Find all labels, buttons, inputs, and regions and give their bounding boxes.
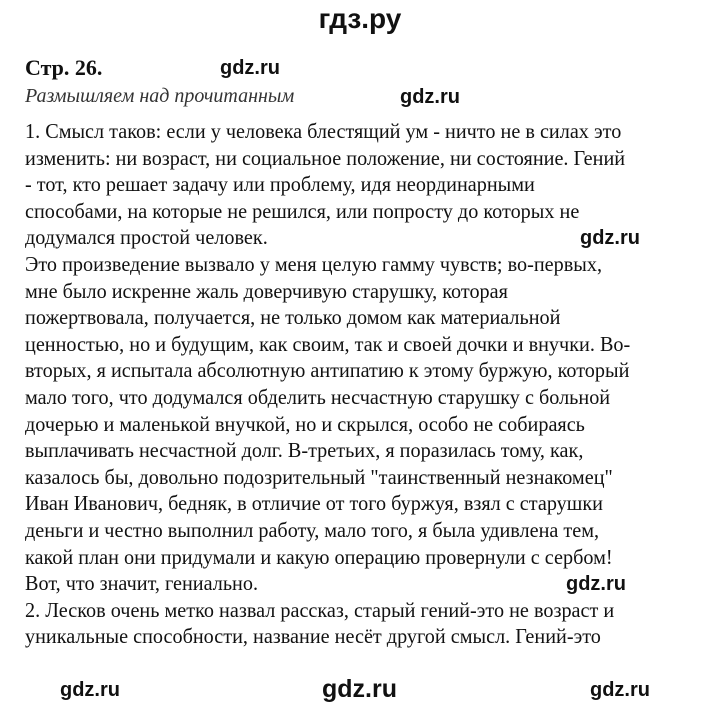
watermark: gdz.ru bbox=[220, 57, 280, 79]
text-line: пожертвовала, получается, не только домом как материальной bbox=[25, 305, 561, 330]
text-line: вторых, я испытала абсолютную антипатию к этому буржую, который bbox=[25, 358, 630, 383]
watermark: gdz.ru bbox=[590, 679, 650, 701]
text-line: какой план они придумали и какую операцию провернули с сербом! bbox=[25, 544, 613, 569]
watermark: gdz.ru bbox=[400, 86, 460, 108]
text-line: Это произведение вызвало у меня целую гамму чувств; во-первых, bbox=[25, 251, 603, 276]
page-label: Стр. 26. bbox=[25, 55, 103, 80]
text-line: мало того, что додумался обделить несчастную старушку с больной bbox=[25, 384, 611, 409]
text-line: дочерью и маленькой внучкой, но и скрылся, особо не собираясь bbox=[25, 411, 585, 436]
site-logo: гдз.ру bbox=[318, 3, 402, 34]
answer-text bbox=[25, 118, 669, 650]
watermark-bottom: gdz.ru bbox=[322, 675, 397, 703]
text-line: способами, на которые не решился, или попросту до которых не bbox=[25, 198, 580, 223]
text-line: Иван Иванович, бедняк, в отличие от того буржуя, взял с старушки bbox=[25, 491, 603, 516]
text-line: уникальные способности, название несёт другой смысл. Гений-это bbox=[25, 624, 601, 649]
text-line: казалось бы, довольно подозрительный "таинственный незнакомец" bbox=[25, 464, 613, 489]
text-line: 2. Лесков очень метко назвал рассказ, старый гений-это не возраст и bbox=[25, 597, 615, 622]
text-line: ценностью, но и будущим, как своим, так и своей дочки и внучки. Во- bbox=[25, 331, 631, 356]
section-subtitle: Размышляем над прочитанным bbox=[25, 85, 295, 107]
watermark: gdz.ru bbox=[566, 573, 626, 595]
text-line: изменить: ни возраст, ни социальное положение, ни состояние. Гений bbox=[25, 145, 626, 170]
text-line: додумался простой человек. bbox=[25, 225, 268, 250]
text-line: мне было искренне жаль доверчивую старушку, которая bbox=[25, 278, 508, 303]
text-line: деньги и честно выполнил работу, мало того, я была удивлена тем, bbox=[25, 517, 600, 542]
watermark: gdz.ru bbox=[60, 679, 120, 701]
text-line: 1. Смысл таков: если у человека блестящий ум - ничто не в силах это bbox=[25, 119, 622, 143]
watermark: gdz.ru bbox=[580, 227, 640, 249]
text-line: Вот, что значит, гениально. bbox=[25, 571, 259, 596]
text-line: - тот, кто решает задачу или проблему, идя неординарными bbox=[25, 172, 535, 197]
text-line: выплачивать несчастной долг. В-третьих, я поразилась тому, как, bbox=[25, 438, 584, 463]
